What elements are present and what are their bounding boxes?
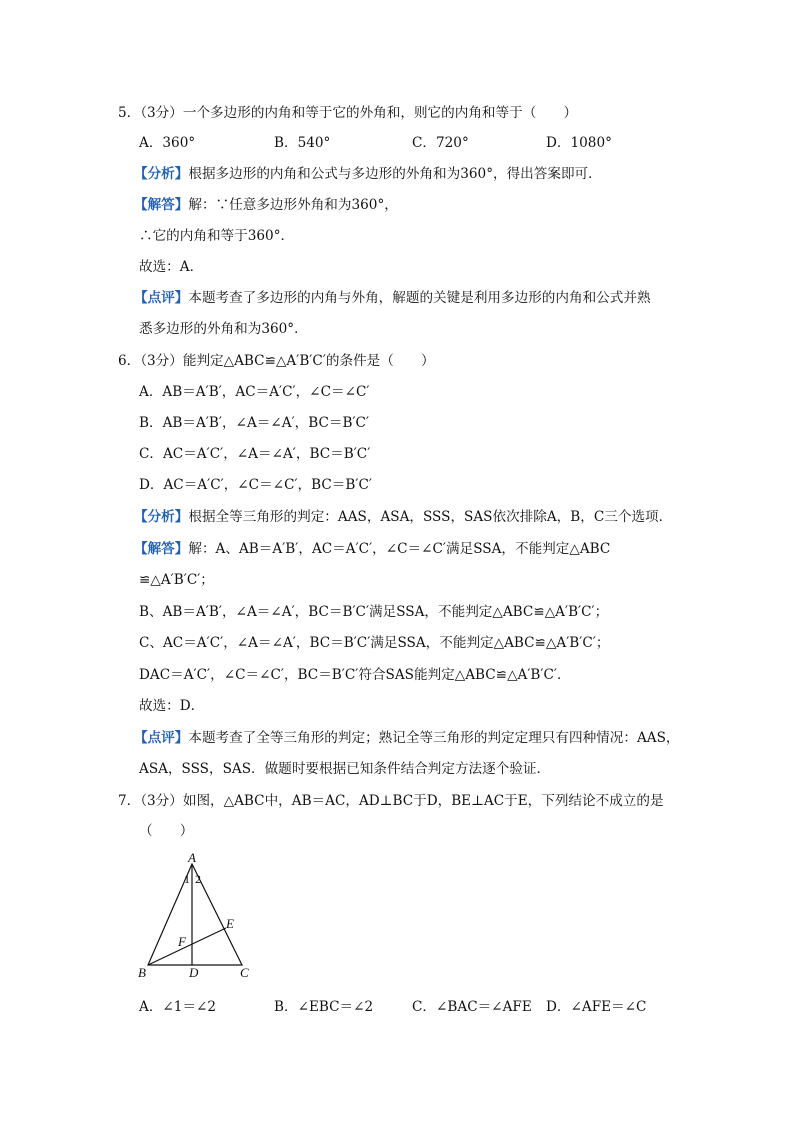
q7-stem: 7．（3分）如图，△ABC中，AB＝AC，AD⊥BC于D，BE⊥AC于E，下列结论不成立的是 <box>118 793 664 809</box>
q5-analysis-tag: 【分析】 <box>134 166 189 182</box>
q7-stem-line-2: （ ） <box>139 823 194 839</box>
q5-choice: 故选：A． <box>139 259 204 275</box>
q6-answer-line-2: ≌△A′B′C′； <box>139 572 214 588</box>
q6-answer-line-3: B、AB＝A′B′，∠A＝∠A′，BC＝B′C′满足SSA，不能判定△ABC≌△A′B′C′； <box>139 604 609 620</box>
q5-answer-line-2: ∴它的内角和等于360°． <box>139 228 295 244</box>
q6-comment-line-2: ASA，SSS，SAS．做题时要根据已知条件结合判定方法逐个验证． <box>139 761 551 777</box>
q6-option-c: C．AC＝A′C′，∠A＝∠A′，BC＝B′C′ <box>139 446 371 462</box>
q6-answer-line-5: DAC＝A′C′，∠C＝∠C′，BC＝B′C′符合SAS能判定△ABC≌△A′B′C′． <box>139 667 571 683</box>
q5-answer-tag: 【解答】 <box>134 197 189 213</box>
q5-option-a: A．360° <box>139 135 196 151</box>
q6-comment-tag: 【点评】 <box>134 730 189 746</box>
q5-answer-text-1: 解：∵任意多边形外角和为360°， <box>188 197 398 213</box>
q6-option-d: D．AC＝A′C′，∠C＝∠C′，BC＝B′C′ <box>139 477 372 493</box>
segment-be <box>148 928 226 965</box>
label-angle-1: 1 <box>184 872 190 886</box>
q5-comment-text-1: 本题考查了多边形的内角与外角，解题的关键是利用多边形的内角和公式并熟 <box>188 290 651 306</box>
label-a: A <box>188 850 196 865</box>
q7-option-c: C．∠BAC＝∠AFE <box>412 999 532 1015</box>
q6-answer-tag: 【解答】 <box>134 541 189 557</box>
triangle-figure <box>134 850 254 985</box>
q7-option-d: D．∠AFE＝∠C <box>546 999 647 1015</box>
q5-analysis <box>134 165 602 183</box>
q5-stem: 5．（3分）一个多边形的内角和等于它的外角和，则它的内角和等于（ ） <box>118 105 578 121</box>
q5-options <box>0 134 794 152</box>
label-f: F <box>178 934 186 949</box>
q6-answer-text-1: 解：A、AB＝A′B′，AC＝A′C′，∠C＝∠C′满足SSA，不能判定△ABC <box>188 541 611 557</box>
q5-comment-tag: 【点评】 <box>134 290 189 306</box>
q6-analysis-tag: 【分析】 <box>134 509 189 525</box>
q6-comment-line-1 <box>134 729 680 747</box>
q5-option-b: B．540° <box>274 135 331 151</box>
q6-comment-text-1: 本题考查了全等三角形的判定；熟记全等三角形的判定定理只有四种情况：AAS， <box>188 730 680 746</box>
q6-analysis <box>134 508 672 526</box>
q6-stem: 6．（3分）能判定△ABC≌△A′B′C′的条件是（ ） <box>118 353 435 369</box>
label-b: B <box>138 965 146 980</box>
label-d: D <box>189 965 199 980</box>
q5-analysis-text: 根据多边形的内角和公式与多边形的外角和为360°，得出答案即可． <box>188 166 602 182</box>
q7-option-b: B．∠EBC＝∠2 <box>274 999 374 1015</box>
q6-choice: 故选：D． <box>139 698 205 714</box>
q5-option-d: D．1080° <box>546 135 612 151</box>
q6-answer-line-4: C、AC＝A′C′，∠A＝∠A′，BC＝B′C′满足SSA，不能判定△ABC≌△A′B′C′； <box>139 635 610 651</box>
label-e: E <box>226 916 234 931</box>
q7-option-a: A．∠1＝∠2 <box>139 999 217 1015</box>
label-angle-2: 2 <box>195 872 201 886</box>
q7-options <box>0 998 794 1016</box>
q5-comment-line-2: 悉多边形的外角和为360°． <box>139 321 308 337</box>
q6-answer-line-1 <box>134 540 610 558</box>
q6-analysis-text: 根据全等三角形的判定：AAS，ASA，SSS，SAS依次排除A，B，C三个选项． <box>188 509 673 525</box>
q6-option-a: A．AB＝A′B′，AC＝A′C′，∠C＝∠C′ <box>139 384 370 400</box>
label-c: C <box>240 965 249 980</box>
q6-option-b: B．AB＝A′B′，∠A＝∠A′，BC＝B′C′ <box>139 415 370 431</box>
q5-option-c: C．720° <box>412 135 469 151</box>
q5-answer-line-1 <box>134 196 398 214</box>
q5-comment-line-1 <box>134 289 651 307</box>
